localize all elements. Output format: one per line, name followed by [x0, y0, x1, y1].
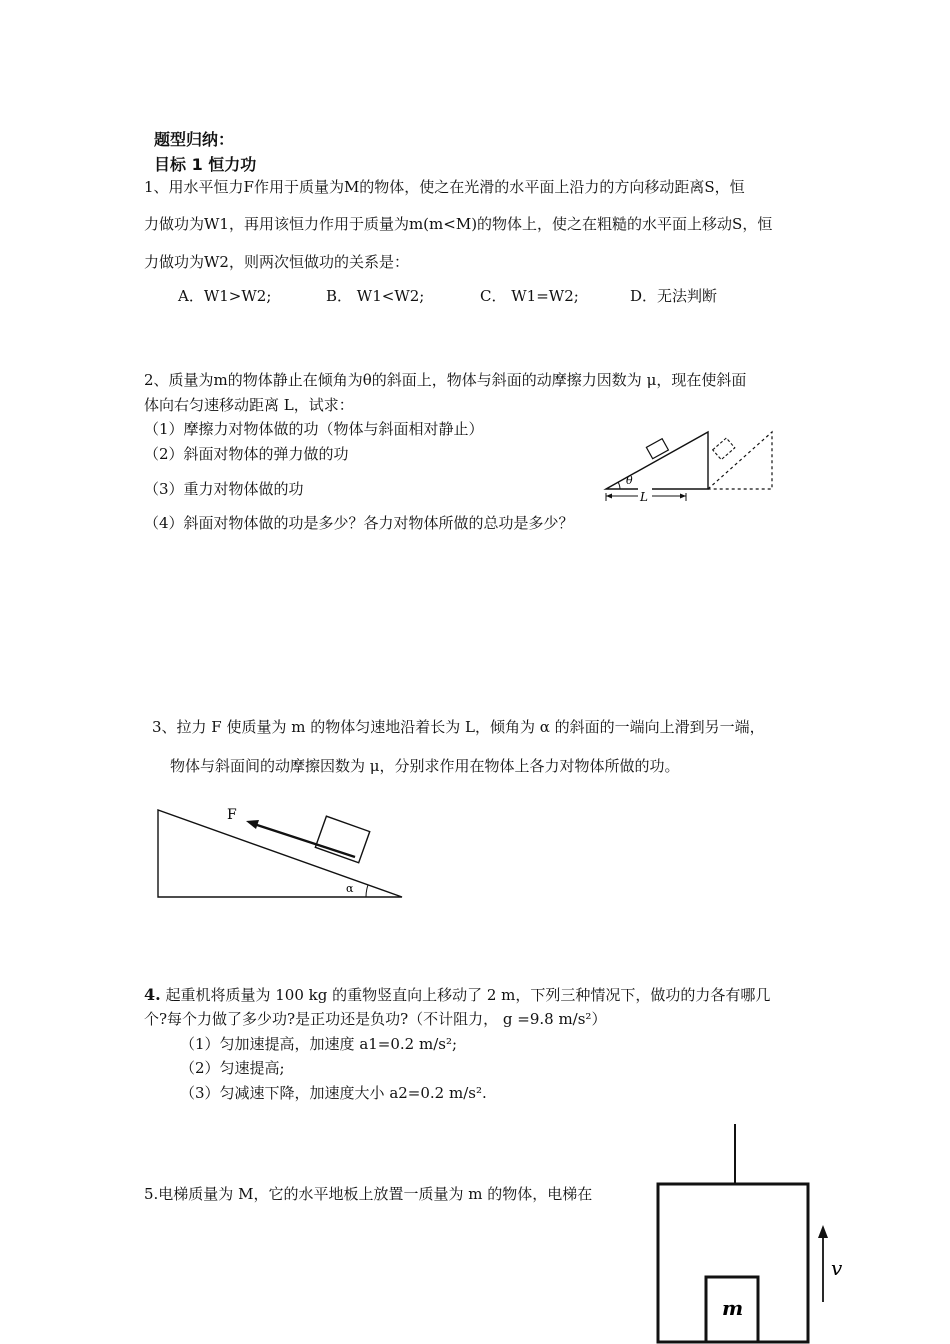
q1-option-d: D．无法判断 [630, 287, 718, 305]
q2-sub2: （2）斜面对物体的弹力做的功 [144, 445, 349, 463]
q1-line1: 1、用水平恒力F作用于质量为M的物体，使之在光滑的水平面上沿力的方向移动距离S，恒 [144, 178, 745, 196]
q5-v-label: v [831, 1256, 843, 1280]
q3-F-label: F [227, 807, 237, 823]
q2-sub3: （3）重力对物体做的功 [144, 480, 304, 498]
q1-line3: 力做功为W2，则两次恒做功的关系是： [144, 253, 409, 271]
q5-m-label: m [722, 1296, 744, 1320]
summary-heading: 题型归纳： [154, 130, 235, 149]
q1-option-c: C． W1=W2; [480, 287, 579, 305]
q4-line2: 个?每个力做了多少功?是正功还是负功?（不计阻力， g =9.8 m/s²） [144, 1010, 607, 1028]
q3-incline-figure [150, 800, 410, 905]
q2-line2: 体向右匀速移动距离 L，试求： [144, 396, 354, 414]
q2-line1: 2、质量为m的物体静止在倾角为θ的斜面上，物体与斜面的动摩擦力因数为 μ，现在使斜面 [144, 371, 747, 389]
q2-sub1: （1）摩擦力对物体做的功（物体与斜面相对静止） [144, 420, 484, 438]
q5-line1: 5.电梯质量为 M，它的水平地板上放置一质量为 m 的物体，电梯在 [144, 1185, 593, 1203]
q4-sub3: （3）匀减速下降，加速度大小 a2=0.2 m/s². [180, 1084, 487, 1102]
q2-sub4: （4）斜面对物体做的功是多少？各力对物体所做的总功是多少？ [144, 514, 574, 532]
q4-sub1: （1）匀加速提高，加速度 a1=0.2 m/s²; [180, 1035, 458, 1053]
q5-elevator-figure [650, 1122, 860, 1344]
q3-alpha-label: α [346, 882, 354, 895]
q1-line2: 力做功为W1，再用该恒力作用于质量为m(m<M)的物体上，使之在粗糙的水平面上移动S，恒 [144, 215, 773, 233]
q2-theta-label: θ [626, 474, 633, 487]
q3-line1: 3、拉力 F 使质量为 m 的物体匀速地沿着长为 L，倾角为 α 的斜面的一端向上滑到另一端， [152, 718, 765, 736]
q3-line2: 物体与斜面间的动摩擦因数为 μ，分别求作用在物体上各力对物体所做的功。 [170, 757, 680, 775]
q4-sub2: （2）匀速提高; [180, 1059, 285, 1077]
q2-incline-figure [600, 425, 785, 510]
q4-line1-text: 起重机将质量为 100 kg 的重物竖直向上移动了 2 m，下列三种情况下，做功的力各有哪几 [160, 986, 771, 1004]
q1-option-b: B． W1<W2; [326, 287, 425, 305]
q1-option-a: A．W1>W2; [178, 287, 272, 305]
goal-1-heading: 目标 1 恒力功 [154, 155, 257, 174]
q4-line1 [144, 985, 770, 1005]
q2-L-label: L [640, 490, 648, 504]
q4-number: 4. [144, 985, 161, 1004]
